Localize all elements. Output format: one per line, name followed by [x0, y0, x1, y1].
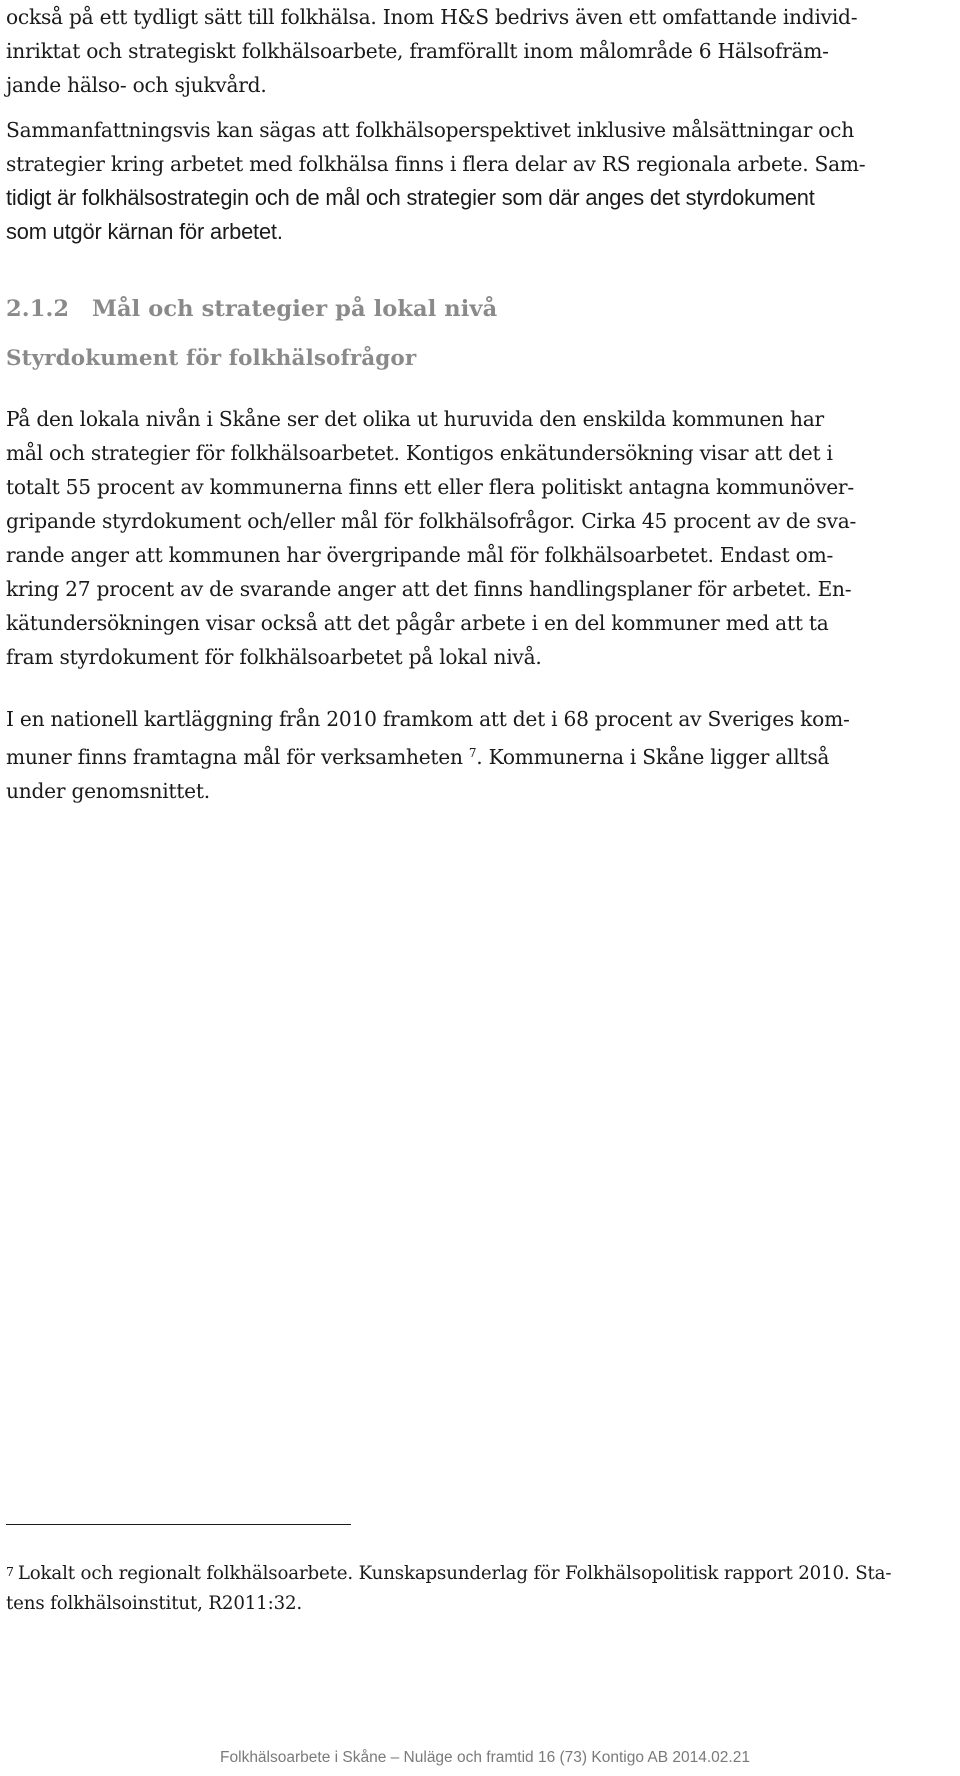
local-level-paragraph	[6, 402, 946, 674]
summary-paragraph	[6, 113, 946, 249]
paragraph-line	[6, 736, 946, 774]
footnote-line: tens folkhälsoinstitut, R2011:32.	[6, 1593, 303, 1614]
paragraph-line: också på ett tydligt sätt till folkhälsa. Inom H&S bedrivs även ett omfattande individ-	[6, 5, 858, 29]
section-title: Mål och strategier på lokal nivå	[92, 296, 498, 322]
footnote-number: 7	[6, 1564, 14, 1579]
paragraph-line: rande anger att kommunen har övergripande mål för folkhälsoarbetet. Endast om-	[6, 543, 834, 567]
paragraph-line: strategier kring arbetet med folkhälsa finns i flera delar av RS regionala arbete. Sam-	[6, 152, 866, 176]
section-heading	[6, 290, 946, 328]
footnote-divider	[6, 1524, 351, 1525]
page-footer: Folkhälsoarbete i Skåne – Nuläge och framtid 16 (73) Kontigo AB 2014.02.21	[220, 1749, 750, 1766]
footnote-line	[6, 1557, 946, 1589]
paragraph-line: inriktat och strategiskt folkhälsoarbete, framförallt inom målområde 6 Hälsofräm-	[6, 39, 829, 63]
paragraph-line: tidigt är folkhälsostrategin och de mål och strategier som där anges det styrdokument	[6, 185, 815, 210]
footnote-reference: 7	[468, 746, 477, 760]
paragraph-line: kring 27 procent av de svarande anger att det finns handlingsplaner för arbetet. En-	[6, 577, 852, 601]
paragraph-text: muner finns framtagna mål för verksamheten	[6, 745, 469, 769]
intro-paragraph	[6, 0, 946, 102]
paragraph-line: jande hälso- och sjukvård.	[6, 73, 267, 97]
footnote-text: Lokalt och regionalt folkhälsoarbete. Kunskapsunderlag för Folkhälsopolitisk rapport 2010. Sta-	[17, 1563, 892, 1584]
paragraph-line: under genomsnittet.	[6, 779, 210, 803]
paragraph-text: . Kommunerna i Skåne ligger alltså	[476, 745, 830, 769]
paragraph-line: gripande styrdokument och/eller mål för folkhälsofrågor. Cirka 45 procent av de sva-	[6, 509, 857, 533]
paragraph-line: totalt 55 procent av kommunerna finns ett eller flera politiskt antagna kommunöver-	[6, 475, 854, 499]
section-number: 2.1.2	[6, 296, 70, 322]
section-subheading: Styrdokument för folkhälsofrågor	[6, 346, 417, 371]
paragraph-line: mål och strategier för folkhälsoarbetet. Kontigos enkätundersökning visar att det i	[6, 441, 833, 465]
footnote	[6, 1557, 946, 1619]
paragraph-line: som utgör kärnan för arbetet.	[6, 219, 283, 244]
paragraph-line: På den lokala nivån i Skåne ser det olika ut huruvida den enskilda kommunen har	[6, 407, 824, 431]
national-paragraph	[6, 702, 946, 808]
paragraph-line: fram styrdokument för folkhälsoarbetet på lokal nivå.	[6, 645, 542, 669]
paragraph-line: kätundersökningen visar också att det pågår arbete i en del kommuner med att ta	[6, 611, 829, 635]
paragraph-line: I en nationell kartläggning från 2010 framkom att det i 68 procent av Sveriges kom-	[6, 707, 850, 731]
paragraph-line: Sammanfattningsvis kan sägas att folkhälsoperspektivet inklusive målsättningar och	[6, 118, 854, 142]
